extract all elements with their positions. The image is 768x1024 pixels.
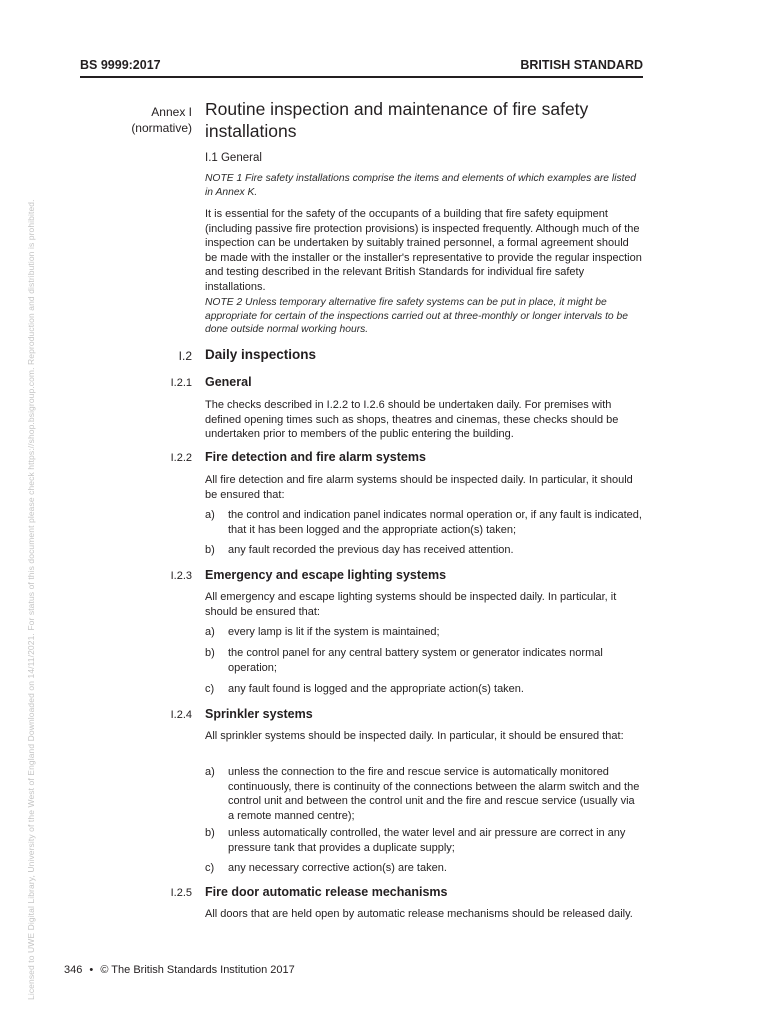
standard-number: BS 9999:2017 <box>80 58 161 72</box>
clause-i1-paragraph: It is essential for the safety of the occupants of a building that fire safety equipment (including passive fire protection provisions) is inspected frequently. Although much of the inspection can be undertaken by suitably trained personnel, a formal agreement should be made with the installer or the installer's representative to provide the regular inspection and testing described in the relevant British Standards for individual fire safety installations. <box>205 208 642 293</box>
footer-separator: • <box>89 964 94 976</box>
list-text: the control and indication panel indicates normal operation or, if any fault is indicated, that it has been logged and the appropriate action(s) taken; <box>228 509 642 536</box>
list-item <box>205 861 642 876</box>
clause-i24-number: I.2.4 <box>170 709 192 721</box>
list-item <box>205 625 642 640</box>
clause-i22-paragraph: All fire detection and fire alarm systems should be inspected daily. In particular, it should be ensured that: <box>205 474 633 501</box>
list-item <box>205 682 642 697</box>
list-marker: b) <box>205 647 215 659</box>
copyright-text: © The British Standards Institution 2017 <box>100 964 295 976</box>
clause-i21-title: General <box>205 375 252 389</box>
list-text: the control panel for any central battery system or generator indicates normal operation; <box>228 647 603 674</box>
list-item <box>205 646 642 675</box>
running-header <box>80 56 643 78</box>
list-item <box>205 765 642 823</box>
clause-i22-number: I.2.2 <box>170 452 192 464</box>
clause-i2-title: Daily inspections <box>205 347 317 362</box>
license-watermark: Licensed to UWE Digital Library, University of the West of England Downloaded on 14/11/2021. For status of this document please check https://shop.bsigroup.com. Reproduction and distribution is prohibited. <box>26 199 36 1000</box>
clause-i21-number: I.2.1 <box>170 377 192 389</box>
clause-i25-paragraph: All doors that are held open by automatic release mechanisms should be released daily. <box>205 908 633 920</box>
clause-i25-number: I.2.5 <box>170 887 192 899</box>
list-marker: b) <box>205 544 215 556</box>
list-marker: a) <box>205 509 215 521</box>
list-item <box>205 826 642 855</box>
page-number: 346 <box>64 964 83 976</box>
list-item <box>205 543 642 558</box>
clause-i21-paragraph: The checks described in I.2.2 to I.2.6 should be undertaken daily. For premises with defined opening times such as shops, theatres and cinemas, these checks should be undertaken prior to members of the public entering the building. <box>205 399 619 441</box>
list-text: unless automatically controlled, the water level and air pressure are correct in any pressure tank that provides a duplicate supply; <box>228 827 626 854</box>
list-marker: b) <box>205 827 215 839</box>
list-text: unless the connection to the fire and rescue service is automatically monitored continuously, there is continuity of the connections between the alarm switch and the control unit and between the control unit and the fire and rescue service (usually via a remote manned centre); <box>228 766 640 822</box>
clause-i23-number: I.2.3 <box>170 570 192 582</box>
clause-i2-number: I.2 <box>178 349 192 363</box>
header-rule <box>80 76 643 78</box>
clause-i22-title: Fire detection and fire alarm systems <box>205 450 426 464</box>
clause-i23-title: Emergency and escape lighting systems <box>205 568 447 582</box>
list-marker: a) <box>205 766 215 778</box>
list-text: any fault recorded the previous day has received attention. <box>228 544 514 556</box>
clause-i24-paragraph: All sprinkler systems should be inspected daily. In particular, it should be ensured that: <box>205 730 624 742</box>
clause-i24-title: Sprinkler systems <box>205 707 313 721</box>
clause-i25-title: Fire door automatic release mechanisms <box>205 885 448 899</box>
annex-number: Annex I <box>151 105 192 119</box>
list-marker: c) <box>205 862 215 874</box>
list-text: any fault found is logged and the appropriate action(s) taken. <box>228 683 524 695</box>
annex-label <box>100 104 192 136</box>
standard-publisher: BRITISH STANDARD <box>520 58 643 72</box>
list-marker: c) <box>205 683 215 695</box>
clause-i1-heading: I.1 General <box>205 152 262 164</box>
annex-status: (normative) <box>131 121 192 135</box>
annex-title: Routine inspection and maintenance of fire safety installations <box>205 99 589 141</box>
list-item <box>205 508 642 537</box>
clause-i23-paragraph: All emergency and escape lighting systems should be inspected daily. In particular, it should be ensured that: <box>205 591 617 618</box>
list-text: every lamp is lit if the system is maintained; <box>228 626 440 638</box>
note-1: NOTE 1 Fire safety installations comprise the items and elements of which examples are listed in Annex K. <box>205 173 636 198</box>
page-footer <box>64 964 295 976</box>
list-text: any necessary corrective action(s) are taken. <box>228 862 447 874</box>
list-marker: a) <box>205 626 215 638</box>
note-2: NOTE 2 Unless temporary alternative fire safety systems can be put in place, it might be appropriate for certain of the inspections carried out at three-monthly or longer intervals to be done outside normal working hours. <box>205 297 628 336</box>
